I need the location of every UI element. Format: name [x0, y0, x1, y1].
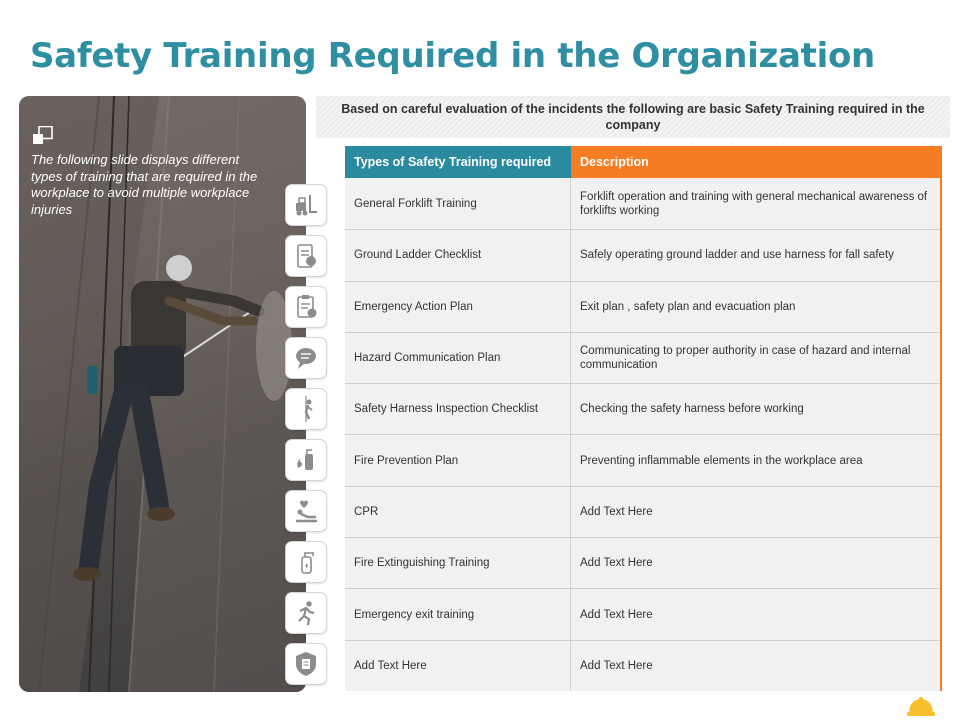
table-row	[345, 537, 940, 588]
training-type-cell: Add Text Here	[345, 641, 571, 691]
table-row	[345, 229, 940, 280]
fire-extinguisher-small-icon	[285, 439, 327, 481]
description-cell: Add Text Here	[580, 557, 653, 570]
description-cell: Checking the safety harness before working	[580, 403, 804, 416]
photo-caption: The following slide displays different types of training that are required in the workplace to avoid multiple workplace injuries	[31, 152, 258, 217]
training-table	[345, 146, 942, 691]
intro-banner: Based on careful evaluation of the incidents the following are basic Safety Training required in the company	[316, 96, 950, 138]
description-cell: Safely operating ground ladder and use harness for fall safety	[580, 249, 894, 262]
table-row	[345, 640, 940, 691]
forklift-icon	[285, 184, 327, 226]
training-type-cell: Emergency exit training	[345, 589, 571, 639]
training-type-cell: Ground Ladder Checklist	[345, 230, 571, 280]
table-row	[345, 383, 940, 434]
table-header	[345, 146, 940, 178]
cpr-icon	[285, 490, 327, 532]
header-training-type: Types of Safety Training required	[345, 146, 571, 178]
fire-extinguisher-icon	[285, 541, 327, 583]
checklist-icon	[285, 235, 327, 277]
description-cell: Add Text Here	[580, 608, 653, 621]
page-title: Safety Training Required in the Organization	[30, 36, 875, 76]
header-description: Description	[571, 146, 940, 178]
hard-hat-icon	[906, 694, 936, 721]
table-row	[345, 588, 940, 639]
description-cell: Preventing inflammable elements in the workplace area	[580, 454, 863, 467]
table-row	[345, 434, 940, 485]
description-cell: Exit plan , safety plan and evacuation plan	[580, 300, 796, 313]
training-type-cell: Emergency Action Plan	[345, 282, 571, 332]
clipboard-check-icon	[285, 286, 327, 328]
copy-squares-icon	[32, 126, 54, 146]
training-type-cell: Fire Prevention Plan	[345, 435, 571, 485]
description-cell: Communicating to proper authority in case of hazard and internal communication	[580, 345, 911, 372]
table-row	[345, 178, 940, 229]
description-cell: Add Text Here	[580, 659, 653, 672]
training-type-cell: CPR	[345, 487, 571, 537]
shield-document-icon	[285, 643, 327, 685]
harness-climber-icon	[285, 388, 327, 430]
worker-photo	[19, 96, 306, 692]
training-type-cell: Hazard Communication Plan	[345, 333, 571, 383]
training-type-cell: Safety Harness Inspection Checklist	[345, 384, 571, 434]
table-body	[345, 178, 940, 691]
running-person-icon	[285, 592, 327, 634]
table-row	[345, 486, 940, 537]
description-cell: Add Text Here	[580, 505, 653, 518]
table-row	[345, 332, 940, 383]
table-row	[345, 281, 940, 332]
training-type-cell: Fire Extinguishing Training	[345, 538, 571, 588]
description-cell: Forklift operation and training with general mechanical awareness of forklifts working	[580, 190, 928, 217]
training-type-cell: General Forklift Training	[345, 178, 571, 229]
chat-bubble-icon	[285, 337, 327, 379]
